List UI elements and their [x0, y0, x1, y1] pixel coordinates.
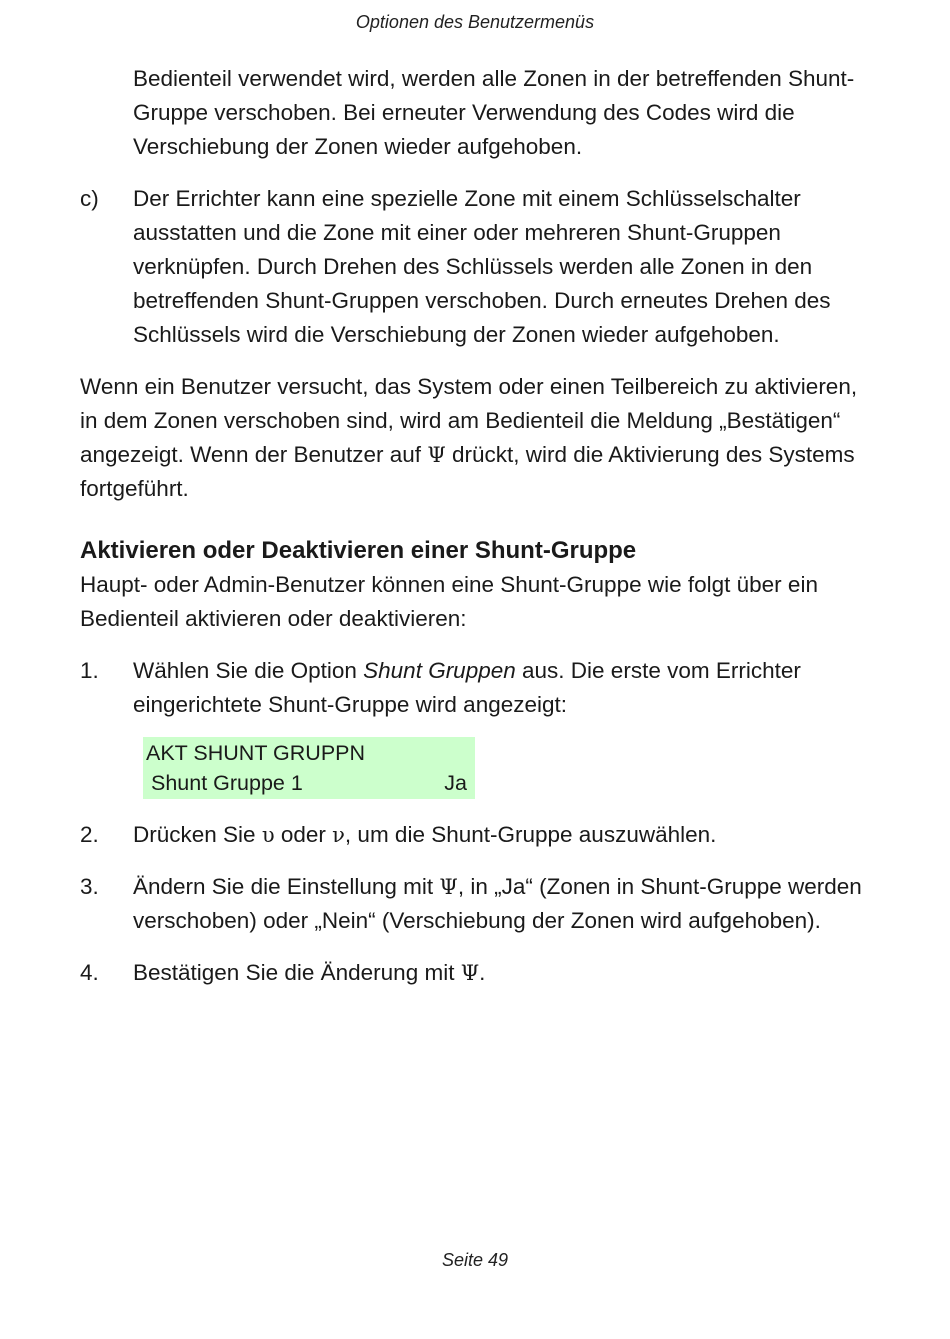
step-marker: 4.	[80, 960, 99, 985]
confirm-text-after: drückt, wird die Aktivierung des Systems fortgeführt.	[80, 442, 855, 501]
step-text	[133, 818, 870, 852]
step-text	[133, 956, 870, 990]
step-text-after: aus. Die erste vom Errichter eingerichtete Shunt-Gruppe wird angezeigt:	[133, 658, 801, 717]
lcd-group-label: Shunt Gruppe 1	[151, 771, 303, 795]
psi-key-icon: Ψ	[427, 443, 446, 467]
psi-key-icon: Ψ	[460, 961, 480, 985]
page-number: Seite 49	[441, 1250, 509, 1270]
step-text	[133, 654, 870, 722]
up-key-icon: υ	[261, 823, 275, 847]
section-heading: Aktivieren oder Deaktivieren einer Shunt-Gruppe	[80, 537, 637, 564]
continuation-paragraph: Bedienteil verwendet wird, werden alle Zonen in der betreffenden Shunt-Gruppe verschoben. Bei erneuter Verwendung des Codes wird die Verschiebung der Zonen wieder aufgehoben.	[133, 66, 855, 159]
step-text-after: , in „Ja“ (Zonen in Shunt-Gruppe werden verschoben) oder „Nein“ (Verschiebung der Zonen wird aufgehoben).	[133, 874, 862, 933]
step-4	[80, 956, 870, 990]
step-text-before: Bestätigen Sie die Änderung mit	[133, 960, 461, 985]
list-item-text: Der Errichter kann eine spezielle Zone mit einem Schlüsselschalter ausstatten und die Zone mit einer oder mehreren Shunt-Gruppen verknüpfen. Durch Drehen des Schlüssels werden alle Zonen in den betreffenden Shunt-Gruppen verschoben. Durch erneutes Drehen des Schlüssels wird die Verschiebung der Zonen wieder aufgehoben.	[133, 186, 831, 347]
page-header: Optionen des Benutzermenüs	[355, 12, 595, 32]
list-marker: c)	[80, 186, 99, 211]
list-item-c	[80, 182, 870, 352]
step-text-after: .	[479, 960, 486, 985]
step-3	[80, 870, 870, 938]
section-intro: Haupt- oder Admin-Benutzer können eine Shunt-Gruppe wie folgt über ein Bedienteil aktivieren oder deaktivieren:	[80, 572, 818, 631]
step-marker: 2.	[80, 822, 99, 847]
option-name: Shunt Gruppen	[363, 658, 516, 683]
step-2	[80, 818, 870, 852]
down-key-icon: ν	[332, 823, 345, 847]
step-text-before: Drücken Sie	[133, 822, 262, 847]
step-text-before: Ändern Sie die Einstellung mit	[133, 874, 440, 899]
psi-key-icon: Ψ	[439, 875, 458, 899]
step-text-mid: oder	[274, 822, 333, 847]
step-marker: 3.	[80, 874, 99, 899]
confirm-text-before: Wenn ein Benutzer versucht, das System oder einen Teilbereich zu aktivieren, in dem Zonen verschoben sind, wird am Bedienteil die Meldung „Bestätigen“ angezeigt. Wenn der Benutzer auf	[80, 374, 858, 467]
step-text-before: Wählen Sie die Option	[133, 658, 364, 683]
lcd-line-1: AKT SHUNT GRUPPN	[146, 741, 366, 765]
step-text	[133, 870, 870, 938]
lcd-group-value: Ja	[444, 771, 467, 795]
confirm-paragraph	[80, 370, 870, 506]
keypad-lcd-display	[143, 737, 475, 799]
page-content	[80, 62, 870, 990]
step-text-after: , um die Shunt-Gruppe auszuwählen.	[344, 822, 717, 847]
step-marker: 1.	[80, 658, 99, 683]
lcd-line-2	[143, 768, 475, 798]
step-1	[80, 654, 870, 722]
